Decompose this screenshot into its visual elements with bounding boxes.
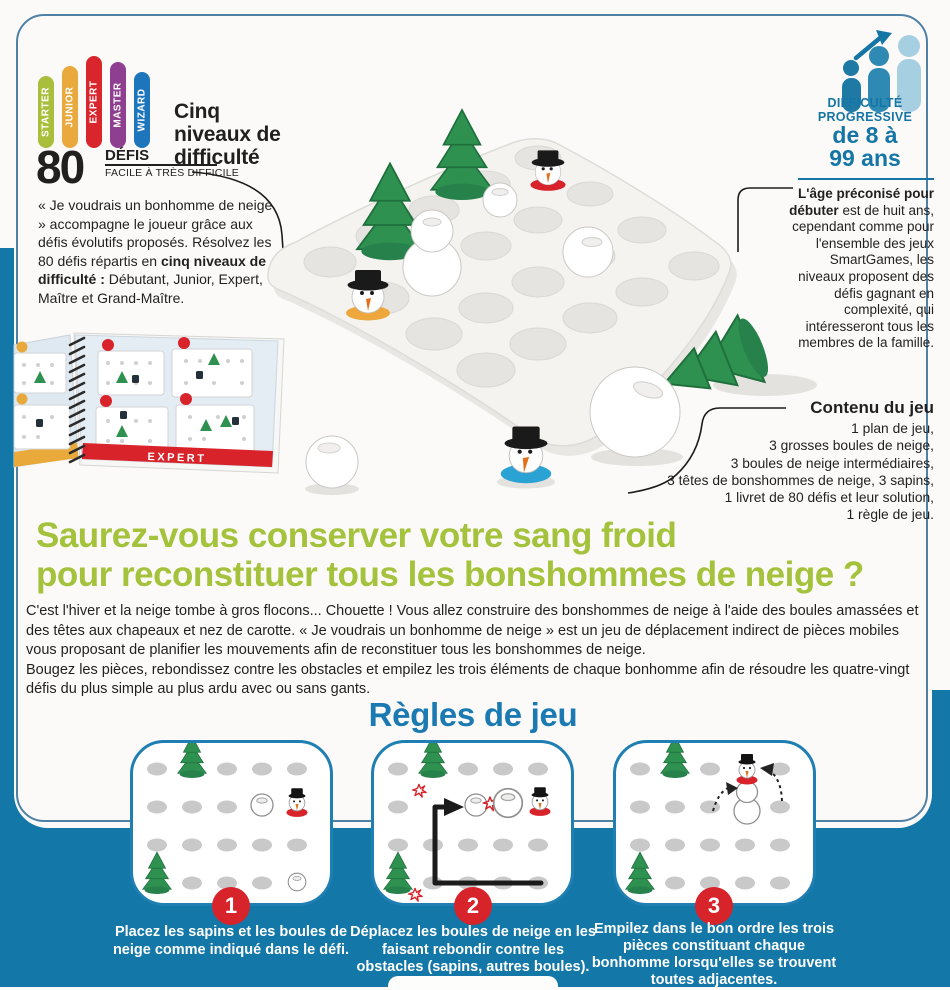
footer-tab — [388, 976, 558, 990]
tree-icon — [661, 743, 690, 778]
intro-paragraph-2: Bougez les pièces, rebondissez contre les obstacles et empilez les trois éléments de chaque bonhomme afin de résoudre les quatre-vingt défis du plus simple au plus ardu avec ou sans gants. — [26, 661, 910, 697]
rule-illustration-2 — [374, 743, 571, 903]
product-photo — [0, 95, 932, 517]
page-title: Saurez-vous conserver votre sang froid pour reconstituer tous les bonshommes de neige ? — [36, 516, 864, 594]
challenge-count-label: DÉFIS — [105, 147, 150, 164]
move-path-arrow — [435, 807, 541, 883]
tree-icon — [178, 743, 207, 778]
arrowhead-icon — [444, 798, 464, 816]
tree-icon — [419, 743, 448, 778]
rule-panel-3 — [613, 740, 816, 906]
level-label: JUNIOR — [64, 86, 76, 128]
arrowhead-icon — [760, 763, 774, 776]
challenge-count: 80 — [36, 141, 84, 193]
progressive-label: DIFFICULTÉ PROGRESSIVE — [817, 96, 913, 124]
rule-panel-2 — [371, 740, 574, 906]
step-badge-2: 2 — [454, 887, 492, 925]
age-paragraph: L'âge préconisé pour débuter est de huit ans, cependant comme pour l'ensemble des jeux SmartGames, les niveaux proposent des défis gagnant en complexité, qui intéresseront tous les membres de la famille. — [789, 186, 934, 351]
snowball-large-on-board — [563, 227, 613, 277]
contents-item: 1 livret de 80 défis et leur solution, — [724, 490, 934, 506]
step-caption-2: Déplacez les boules de neige en les faisant rebondir contre les obstacles (sapins, autres boules). — [350, 924, 596, 975]
snowball-icon — [465, 794, 487, 816]
rule-illustration-1 — [133, 743, 330, 903]
complete-snowman-icon — [734, 754, 760, 824]
booklet-banner-label: EXPERT — [147, 450, 207, 466]
snowman-head-icon — [287, 788, 308, 817]
contents-item: 3 grosses boules de neige, — [769, 438, 934, 454]
intro-paragraphs — [26, 602, 930, 700]
challenge-booklet — [14, 333, 284, 473]
impact-icon — [413, 784, 427, 797]
tree-icon — [143, 852, 172, 894]
rules-title: Règles de jeu — [368, 696, 578, 733]
step-badge-3: 3 — [695, 887, 733, 925]
level-label: MASTER — [112, 82, 124, 128]
snowball-icon — [288, 873, 306, 891]
level-label: EXPERT — [88, 80, 100, 124]
step-caption-1: Placez les sapins et les boules de neige comme indiqué dans le défi. — [112, 924, 350, 958]
difficulty-heading: Cinq niveaux de difficulté — [174, 100, 281, 169]
contents-item: 1 règle de jeu. — [846, 507, 934, 523]
step-badge-1: 1 — [212, 887, 250, 925]
tree-icon — [626, 852, 655, 894]
step-caption-3: Empilez dans le bon ordre les trois pièces constituant chaque bonhomme lorsqu'elles se trouvent toutes adjacentes. — [591, 921, 837, 988]
snowman-head-icon — [530, 787, 551, 816]
intro-paragraph-1: C'est l'hiver et la neige tombe à gros flocons... Chouette ! Vous allez construire des bonshommes de neige à l'aide des boules amassées et des têtes aux chapeaux et nez de carotte. « Je voudrais un bonhomme de neige » est un jeu de déplacement indirect de pièces mobiles vous proposant de planifier les mouvements afin de reconstituer tous les bonshommes de neige. — [26, 603, 919, 658]
impact-icon — [409, 888, 423, 901]
callout-line-age — [738, 188, 793, 252]
tree-icon — [384, 852, 413, 894]
snowball-icon — [494, 789, 523, 818]
snowball-icon — [251, 794, 273, 816]
contents-item: 3 têtes de bonshommes de neige, 3 sapins, — [667, 472, 934, 488]
snowball-small-loose — [306, 436, 358, 488]
age-range: de 8 à 99 ans — [829, 122, 901, 171]
callout-line-challenges — [192, 172, 283, 250]
level-label: WIZARD — [136, 88, 148, 132]
rule-illustration-3 — [616, 743, 813, 903]
rule-panel-1 — [130, 740, 333, 906]
intro-left-paragraph: « Je voudrais un bonhomme de neige » accompagne le joueur grâce aux défis évolutifs proposés. Résolvez les 80 défis répartis en cinq niveaux de difficulté : Débutant, Junior, Expert, Maître et Grand-Maître. — [38, 197, 273, 306]
snowball-large-loose — [590, 367, 680, 457]
challenge-count-sub: FACILE À TRÈS DIFFICILE — [105, 167, 239, 179]
contents-title: Contenu du jeu — [810, 398, 934, 417]
contents-item: 1 plan de jeu, — [851, 421, 934, 436]
level-label: STARTER — [40, 87, 52, 137]
snowball-medium — [483, 183, 517, 217]
contents-item: 3 boules de neige intermédiaires, — [730, 455, 934, 471]
